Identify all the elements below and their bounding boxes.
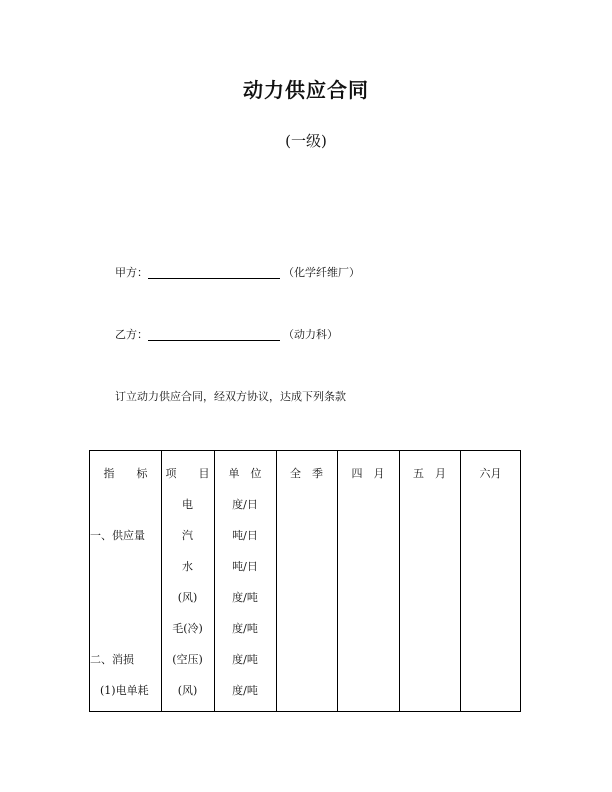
party-b-line	[115, 326, 338, 342]
column-divider	[460, 451, 461, 711]
party-a-note: （化学纤维厂）	[283, 266, 360, 279]
intro-text: 订立动力供应合同，经双方协议，达成下列条款	[115, 390, 346, 403]
row-item: 水	[182, 560, 193, 573]
document-title: 动力供应合同	[243, 78, 369, 102]
header-june: 六月	[479, 467, 502, 480]
header-item: 项 目	[165, 467, 210, 480]
row-item: 电	[182, 498, 193, 511]
header-april: 四 月	[351, 467, 385, 480]
column-divider	[214, 451, 215, 711]
row-unit: 度/吨	[232, 622, 258, 635]
party-a-label: 甲方：	[115, 266, 148, 279]
supply-table	[89, 450, 521, 712]
row-item: (风)	[177, 684, 198, 697]
header-may: 五 月	[413, 467, 446, 480]
column-divider	[276, 451, 277, 711]
document-subtitle: (一级)	[285, 132, 327, 150]
row-unit: 度/吨	[232, 684, 258, 697]
row-unit: 度/吨	[232, 591, 258, 604]
row-unit: 吨/日	[232, 529, 258, 542]
row-item: (风)	[177, 591, 198, 604]
party-b-blank	[148, 329, 280, 341]
party-a-blank	[148, 267, 280, 279]
row-indicator: 二、消损	[90, 653, 134, 666]
column-divider	[399, 451, 400, 711]
column-divider	[337, 451, 338, 711]
row-unit: 吨/日	[232, 560, 258, 573]
row-indicator: 一、供应量	[90, 529, 145, 542]
row-unit: 度/日	[232, 498, 258, 511]
row-item: 毛(冷)	[172, 622, 203, 635]
header-indicator: 指 标	[103, 467, 148, 480]
party-a-line	[115, 264, 360, 280]
row-item: (空压)	[172, 653, 203, 666]
row-item: 汽	[182, 529, 193, 542]
party-b-note: （动力科）	[283, 328, 338, 341]
row-indicator: (1)电单耗	[100, 684, 149, 697]
party-b-label: 乙方：	[115, 328, 148, 341]
header-quarter: 全 季	[290, 467, 323, 480]
row-unit: 度/吨	[232, 653, 258, 666]
column-divider	[161, 451, 162, 711]
header-unit: 单 位	[228, 467, 262, 480]
